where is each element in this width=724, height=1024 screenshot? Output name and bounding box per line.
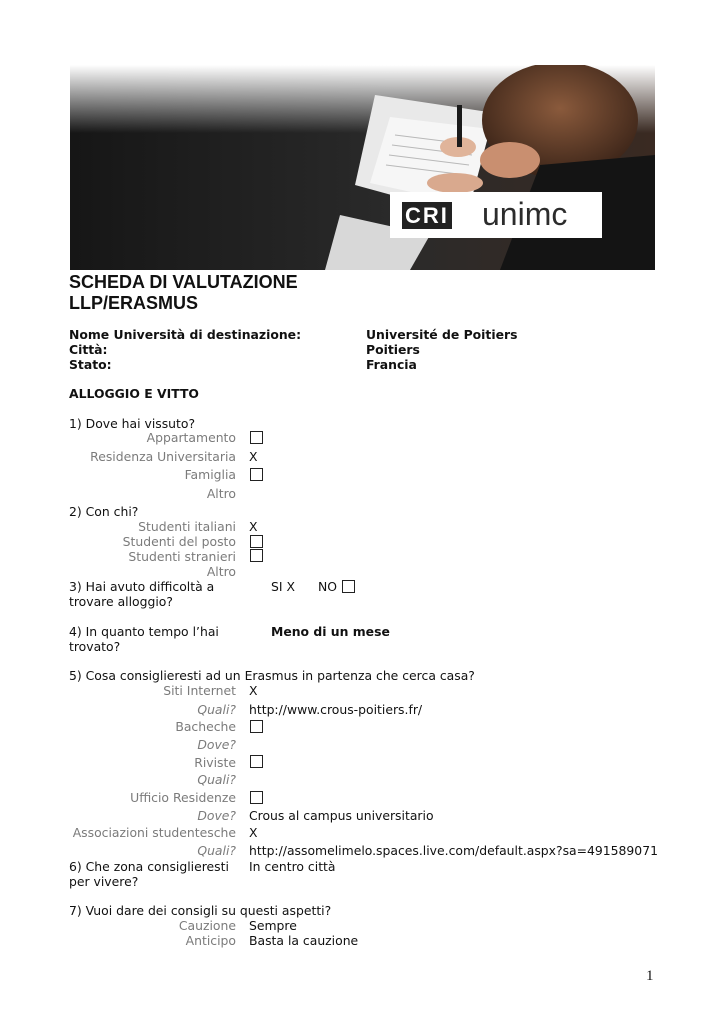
q7-label-anticipo: Anticipo — [185, 933, 236, 948]
q2-checkbox-del-posto[interactable] — [250, 535, 263, 548]
q6-answer: In centro città — [249, 859, 336, 874]
q5-assoc-url: http://assomelimelo.spaces.live.com/default.aspx?sa=491589071 — [249, 843, 658, 858]
q7-question: 7) Vuoi dare dei consigli su questi aspetti? — [69, 903, 332, 918]
q1-option-altro: Altro — [206, 486, 236, 501]
q2-mark-italiani: X — [249, 519, 258, 534]
q5-option-bacheche: Bacheche — [175, 719, 236, 734]
page-number: 1 — [646, 968, 654, 984]
city-label: Città: — [69, 342, 108, 357]
q6-question-line-2: per vivere? — [69, 874, 139, 889]
cri-logo: CRI — [402, 202, 452, 229]
q2-checkbox-stranieri[interactable] — [250, 549, 263, 562]
header-banner — [70, 65, 655, 270]
q7-value-anticipo: Basta la cauzione — [249, 933, 359, 948]
q5-siti-url: http://www.crous-poitiers.fr/ — [249, 702, 423, 717]
q1-mark-residenza: X — [249, 449, 258, 464]
city-value: Poitiers — [366, 342, 420, 357]
q5-checkbox-riviste[interactable] — [250, 755, 263, 768]
q5-ufficio-dove-value: Crous al campus universitario — [249, 808, 434, 823]
q5-question: 5) Cosa consiglieresti ad un Erasmus in partenza che cerca casa? — [69, 668, 475, 683]
q1-option-appartamento: Appartamento — [146, 430, 236, 445]
q7-value-cauzione: Sempre — [249, 918, 297, 933]
q2-option-del-posto: Studenti del posto — [122, 534, 236, 549]
q5-mark-siti: X — [249, 683, 258, 698]
q5-option-siti: Siti Internet — [163, 683, 236, 698]
q4-question-line-2: trovato? — [69, 639, 121, 654]
state-value: Francia — [366, 357, 417, 372]
q5-mark-associazioni: X — [249, 825, 258, 840]
banner-photo — [70, 65, 655, 270]
q5-checkbox-bacheche[interactable] — [250, 720, 263, 733]
page-title-line-1: SCHEDA DI VALUTAZIONE — [69, 272, 298, 292]
q5-ufficio-dove-label: Dove? — [197, 808, 236, 823]
q6-question-line-1: 6) Che zona consiglieresti — [69, 859, 229, 874]
q3-answer-si: SI X — [271, 579, 295, 594]
q4-answer: Meno di un mese — [271, 624, 390, 639]
university-label: Nome Università di destinazione: — [69, 327, 302, 342]
q3-answer-no: NO — [318, 579, 338, 594]
q1-question: 1) Dove hai vissuto? — [69, 416, 196, 431]
q5-siti-quali-label: Quali? — [197, 702, 236, 717]
q1-option-famiglia: Famiglia — [184, 467, 236, 482]
q2-question: 2) Con chi? — [69, 504, 139, 519]
q5-checkbox-ufficio[interactable] — [250, 791, 263, 804]
q2-option-altro: Altro — [206, 564, 236, 579]
q3-question-line-2: trovare alloggio? — [69, 594, 173, 609]
q4-question-line-1: 4) In quanto tempo l’hai — [69, 624, 219, 639]
q7-label-cauzione: Cauzione — [178, 918, 236, 933]
q1-option-residenza: Residenza Universitaria — [90, 449, 236, 464]
q5-option-ufficio: Ufficio Residenze — [130, 790, 236, 805]
q5-riviste-quali-label: Quali? — [197, 772, 236, 787]
q5-assoc-quali-label: Quali? — [197, 843, 236, 858]
page-title-line-2: LLP/ERASMUS — [69, 293, 199, 313]
unimc-logo: unimc — [482, 196, 568, 232]
state-label: Stato: — [69, 357, 112, 372]
q1-checkbox-appartamento[interactable] — [250, 431, 263, 444]
q3-checkbox-no[interactable] — [342, 580, 355, 593]
q5-bacheche-dove-label: Dove? — [197, 737, 236, 752]
q2-option-italiani: Studenti italiani — [138, 519, 236, 534]
university-value: Université de Poitiers — [366, 327, 518, 342]
q5-option-riviste: Riviste — [194, 755, 236, 770]
section-heading: ALLOGGIO E VITTO — [69, 386, 199, 401]
q3-question-line-1: 3) Hai avuto difficoltà a — [69, 579, 215, 594]
q2-option-stranieri: Studenti stranieri — [128, 549, 236, 564]
q5-option-associazioni: Associazioni studentesche — [72, 825, 236, 840]
q1-checkbox-famiglia[interactable] — [250, 468, 263, 481]
